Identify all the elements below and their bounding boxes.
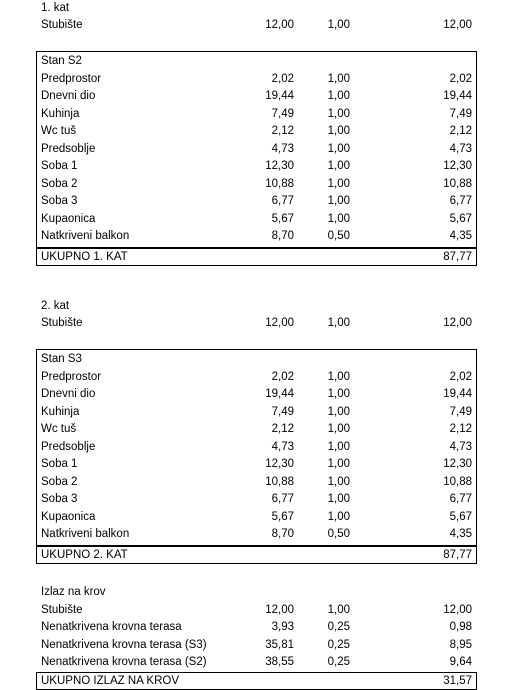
row-label: Soba 2 [41,177,78,190]
table-row [41,211,472,228]
table-row [41,123,472,140]
row-total: 19,44 [443,388,472,400]
row-label: Soba 3 [41,493,78,505]
row-total: 10,88 [443,475,472,488]
row-label: Nenatkrivena krovna terasa (S2) [41,656,207,668]
section-total-value: 31,57 [443,675,472,687]
row-label: Soba 3 [41,195,78,207]
row-area: 3,93 [271,621,294,633]
section-heading [41,584,472,601]
row-coef: 1,00 [327,370,350,383]
row-total: 12,00 [443,603,472,616]
apartment-label: Stan S3 [41,353,82,365]
row-total: 2,12 [449,125,472,137]
row-total: 6,77 [449,493,472,505]
row-area: 12,00 [265,603,294,616]
row-coef: 1,00 [327,125,350,137]
row-area: 19,44 [265,90,294,102]
row-area: 2,02 [271,370,294,383]
row-label: Kuhinja [41,405,80,418]
table-row [41,456,472,473]
table-row [41,71,472,88]
row-total: 9,64 [449,656,472,668]
table-row [41,17,472,34]
row-coef: 1,00 [327,90,350,102]
row-label: Natkriveni balkon [41,528,130,540]
row-total: 0,98 [449,621,472,633]
apartment-label: Stan S2 [41,55,82,67]
row-label: Kupaonica [41,510,96,523]
row-coef: 1,00 [327,405,350,418]
table-row [41,439,472,456]
row-area: 12,00 [265,19,294,31]
table-row [41,369,472,386]
apartment-heading [41,351,472,368]
table-row [41,404,472,421]
row-area: 8,70 [271,230,294,242]
row-total: 12,00 [443,19,472,31]
table-row [41,176,472,193]
row-area: 12,30 [265,458,294,470]
row-total: 6,77 [449,195,472,207]
row-area: 2,02 [271,72,294,85]
table-row [41,637,472,654]
row-label: Predsoblje [41,440,96,453]
row-area: 19,44 [265,388,294,400]
section-heading [41,298,472,315]
row-label: Soba 1 [41,160,78,172]
row-coef: 1,00 [327,142,350,155]
row-area: 4,73 [271,440,294,453]
section-total-value: 87,77 [443,251,472,263]
row-area: 6,77 [271,493,294,505]
row-coef: 1,00 [327,510,350,523]
row-area: 35,81 [265,638,294,651]
table-row [41,158,472,175]
row-total: 12,30 [443,458,472,470]
row-coef: 1,00 [327,212,350,225]
row-label: Natkriveni balkon [41,230,130,242]
section-heading-label: Izlaz na krov [41,586,106,598]
row-coef: 0,50 [327,528,350,540]
row-area: 8,70 [271,528,294,540]
row-coef: 1,00 [327,317,350,329]
table-row [41,193,472,210]
row-label: Predsoblje [41,142,96,155]
row-coef: 0,25 [327,621,350,633]
row-total: 7,49 [449,405,472,418]
table-row [41,228,472,245]
table-row [41,602,472,619]
row-label: Predprostor [41,72,102,85]
table-row [41,315,472,332]
row-coef: 1,00 [327,388,350,400]
row-label: Predprostor [41,370,102,383]
section-total [36,248,477,266]
row-total: 4,73 [449,142,472,155]
row-label: Soba 2 [41,475,78,488]
row-coef: 1,00 [327,493,350,505]
row-coef: 0,50 [327,230,350,242]
row-total: 8,95 [449,638,472,651]
row-area: 12,00 [265,317,294,329]
row-area: 10,88 [265,177,294,190]
row-label: Nenatkrivena krovna terasa (S3) [41,638,207,651]
row-total: 7,49 [449,107,472,120]
row-total: 2,12 [449,423,472,435]
row-coef: 1,00 [327,475,350,488]
section-total-value: 87,77 [443,549,472,561]
row-label: Soba 1 [41,458,78,470]
table-row [41,106,472,123]
row-total: 12,00 [443,317,472,329]
table-row [41,526,472,543]
row-area: 7,49 [271,405,294,418]
row-total: 4,35 [449,230,472,242]
row-area: 7,49 [271,107,294,120]
row-coef: 1,00 [327,603,350,616]
row-label: Stubište [41,603,83,616]
row-area: 2,12 [271,125,294,137]
row-coef: 1,00 [327,160,350,172]
row-total: 19,44 [443,90,472,102]
row-label: Kupaonica [41,212,96,225]
table-row [41,491,472,508]
table-row [41,619,472,636]
row-coef: 1,00 [327,19,350,31]
row-coef: 1,00 [327,440,350,453]
row-total: 10,88 [443,177,472,190]
row-total: 5,67 [449,510,472,523]
section-total-label: UKUPNO 1. KAT [41,251,128,263]
row-area: 10,88 [265,475,294,488]
section-heading [41,0,472,17]
row-coef: 1,00 [327,423,350,435]
row-area: 6,77 [271,195,294,207]
row-area: 4,73 [271,142,294,155]
row-total: 4,35 [449,528,472,540]
row-area: 38,55 [265,656,294,668]
row-total: 2,02 [449,370,472,383]
row-coef: 1,00 [327,458,350,470]
row-coef: 1,00 [327,177,350,190]
table-row [41,654,472,671]
section-heading-label: 2. kat [41,300,70,312]
row-area: 12,30 [265,160,294,172]
row-total: 4,73 [449,440,472,453]
row-area: 5,67 [271,510,294,523]
table-row [41,421,472,438]
row-label: Stubište [41,19,83,31]
table-row [41,474,472,491]
table-row [41,141,472,158]
table-row [41,386,472,403]
row-total: 2,02 [449,72,472,85]
row-label: Dnevni dio [41,388,96,400]
section-total-label: UKUPNO 2. KAT [41,549,128,561]
row-label: Dnevni dio [41,90,96,102]
row-label: Wc tuš [41,125,77,137]
row-coef: 1,00 [327,107,350,120]
row-label: Kuhinja [41,107,80,120]
apartment-heading [41,53,472,70]
row-coef: 0,25 [327,638,350,651]
row-label: Wc tuš [41,423,77,435]
row-coef: 1,00 [327,72,350,85]
table-row [41,88,472,105]
row-area: 2,12 [271,423,294,435]
row-coef: 1,00 [327,195,350,207]
section-total [36,672,477,690]
row-total: 5,67 [449,212,472,225]
row-area: 5,67 [271,212,294,225]
row-total: 12,30 [443,160,472,172]
section-total-label: UKUPNO IZLAZ NA KROV [41,675,180,687]
row-label: Nenatkrivena krovna terasa [41,621,182,633]
row-label: Stubište [41,317,83,329]
section-total [36,546,477,564]
table-row [41,509,472,526]
row-coef: 0,25 [327,656,350,668]
section-heading-label: 1. kat [41,2,70,14]
